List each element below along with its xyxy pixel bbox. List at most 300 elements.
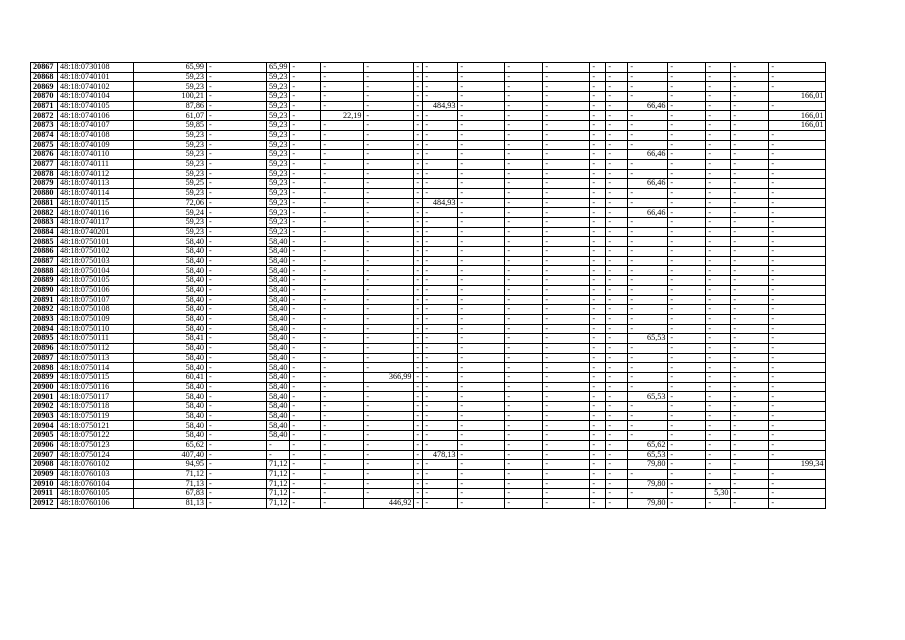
cell-v11: -: [543, 295, 590, 305]
cell-v16: -: [706, 305, 731, 315]
cell-v4: -: [290, 130, 321, 140]
cell-v14: -: [628, 121, 668, 131]
cell-v18: -: [769, 208, 826, 218]
cell-v12: -: [590, 334, 606, 344]
cell-v4: -: [290, 247, 321, 257]
cell-v1: 59,23: [134, 227, 207, 237]
cell-code: 48:18:0750109: [58, 314, 134, 324]
cell-v16: -: [706, 237, 731, 247]
cell-v8: -: [423, 295, 458, 305]
cell-v15: -: [668, 101, 706, 111]
table-row: [31, 324, 826, 334]
cell-v18: -: [769, 150, 826, 160]
cell-v3: 59,23: [267, 198, 290, 208]
cell-v8: 484,93: [423, 198, 458, 208]
cell-v18: -: [769, 227, 826, 237]
cell-v10: -: [505, 63, 543, 73]
cell-code: 48:18:0740106: [58, 111, 134, 121]
cell-v14: -: [628, 295, 668, 305]
cell-v14: -: [628, 353, 668, 363]
cell-v1: 58,40: [134, 295, 207, 305]
cell-code: 48:18:0750121: [58, 421, 134, 431]
cell-v7: -: [414, 353, 423, 363]
cell-id: 20886: [31, 247, 58, 257]
cell-code: 48:18:0760102: [58, 460, 134, 470]
cell-v2: -: [207, 218, 267, 228]
cell-v5: -: [321, 266, 364, 276]
cell-v4: -: [290, 285, 321, 295]
cell-v8: -: [423, 498, 458, 508]
cell-v4: -: [290, 140, 321, 150]
cell-v4: -: [290, 63, 321, 73]
cell-v7: -: [414, 150, 423, 160]
cell-v16: -: [706, 324, 731, 334]
cell-v12: -: [590, 431, 606, 441]
cell-v17: -: [731, 392, 769, 402]
cell-v5: -: [321, 479, 364, 489]
cell-v11: -: [543, 479, 590, 489]
cell-v10: -: [505, 256, 543, 266]
cell-v7: -: [414, 72, 423, 82]
cell-v13: -: [606, 334, 628, 344]
cell-v9: -: [458, 169, 505, 179]
table-row: [31, 218, 826, 228]
cell-v3: 71,12: [267, 479, 290, 489]
cell-v15: -: [668, 382, 706, 392]
cell-v18: -: [769, 247, 826, 257]
cell-v8: -: [423, 460, 458, 470]
cell-v18: -: [769, 450, 826, 460]
cell-v1: 59,23: [134, 218, 207, 228]
cell-v13: -: [606, 72, 628, 82]
cell-v9: -: [458, 218, 505, 228]
cell-v8: -: [423, 121, 458, 131]
cell-v6: -: [364, 479, 414, 489]
cell-v3: 71,12: [267, 498, 290, 508]
table-row: [31, 460, 826, 470]
cell-v7: -: [414, 363, 423, 373]
cell-v14: -: [628, 247, 668, 257]
cell-v10: -: [505, 169, 543, 179]
cell-v14: -: [628, 421, 668, 431]
cell-v2: -: [207, 150, 267, 160]
cell-v3: 59,23: [267, 72, 290, 82]
cell-v8: -: [423, 266, 458, 276]
cell-v11: -: [543, 373, 590, 383]
cell-id: 20908: [31, 460, 58, 470]
cell-v18: -: [769, 159, 826, 169]
cell-v11: -: [543, 489, 590, 499]
cell-v9: -: [458, 363, 505, 373]
cell-v3: 71,12: [267, 469, 290, 479]
cell-v10: -: [505, 111, 543, 121]
cell-v16: 5,30: [706, 489, 731, 499]
cell-v9: -: [458, 237, 505, 247]
cell-v6: -: [364, 305, 414, 315]
cell-v15: -: [668, 188, 706, 198]
cell-v18: -: [769, 179, 826, 189]
cell-v4: -: [290, 111, 321, 121]
cell-v1: 87,86: [134, 101, 207, 111]
cell-v14: -: [628, 469, 668, 479]
cell-v2: -: [207, 440, 267, 450]
cell-v10: -: [505, 353, 543, 363]
cell-v3: 59,23: [267, 169, 290, 179]
cell-v9: -: [458, 266, 505, 276]
cell-v15: -: [668, 450, 706, 460]
cell-v6: -: [364, 82, 414, 92]
cell-v3: 58,40: [267, 411, 290, 421]
table-row: [31, 159, 826, 169]
cell-v5: -: [321, 198, 364, 208]
cell-v8: -: [423, 421, 458, 431]
cell-v12: -: [590, 169, 606, 179]
cell-v10: -: [505, 72, 543, 82]
cell-v13: -: [606, 82, 628, 92]
cell-v10: -: [505, 140, 543, 150]
cell-v8: -: [423, 150, 458, 160]
cell-code: 48:18:0730108: [58, 63, 134, 73]
cell-id: 20904: [31, 421, 58, 431]
cell-v18: -: [769, 440, 826, 450]
cell-v17: -: [731, 498, 769, 508]
cell-v5: -: [321, 450, 364, 460]
table-row: [31, 353, 826, 363]
cell-v17: -: [731, 111, 769, 121]
cell-v14: -: [628, 227, 668, 237]
cell-v10: -: [505, 188, 543, 198]
cell-v17: -: [731, 169, 769, 179]
cell-v7: -: [414, 382, 423, 392]
cell-v5: -: [321, 63, 364, 73]
cell-id: 20895: [31, 334, 58, 344]
cell-id: 20896: [31, 343, 58, 353]
cell-v13: -: [606, 101, 628, 111]
cell-v9: -: [458, 411, 505, 421]
cell-v12: -: [590, 295, 606, 305]
cell-v8: -: [423, 411, 458, 421]
cell-v1: 59,23: [134, 82, 207, 92]
cell-v17: -: [731, 266, 769, 276]
cell-id: 20900: [31, 382, 58, 392]
cell-id: 20899: [31, 373, 58, 383]
cell-v6: -: [364, 72, 414, 82]
table-row: [31, 247, 826, 257]
table-row: [31, 92, 826, 102]
cell-v18: -: [769, 431, 826, 441]
cell-id: 20869: [31, 82, 58, 92]
cell-v8: -: [423, 92, 458, 102]
cell-v2: -: [207, 159, 267, 169]
cell-v7: -: [414, 469, 423, 479]
cell-code: 48:18:0740102: [58, 82, 134, 92]
cell-id: 20876: [31, 150, 58, 160]
cell-v17: -: [731, 237, 769, 247]
cell-v4: -: [290, 373, 321, 383]
cell-v8: -: [423, 208, 458, 218]
cell-v12: -: [590, 82, 606, 92]
cell-v11: -: [543, 63, 590, 73]
cell-v14: -: [628, 72, 668, 82]
cell-v6: -: [364, 392, 414, 402]
cell-v6: 366,99: [364, 373, 414, 383]
cell-v17: -: [731, 198, 769, 208]
cell-v12: -: [590, 285, 606, 295]
cell-v18: -: [769, 295, 826, 305]
cell-code: 48:18:0740104: [58, 92, 134, 102]
cell-v11: -: [543, 305, 590, 315]
cell-v4: -: [290, 450, 321, 460]
cell-v14: 66,46: [628, 150, 668, 160]
cell-v7: -: [414, 256, 423, 266]
cell-v17: -: [731, 411, 769, 421]
cell-v2: -: [207, 198, 267, 208]
cell-id: 20885: [31, 237, 58, 247]
cell-v9: -: [458, 276, 505, 286]
cell-v14: 65,53: [628, 334, 668, 344]
cell-v16: -: [706, 159, 731, 169]
cell-v18: -: [769, 82, 826, 92]
cell-v2: -: [207, 343, 267, 353]
cell-v18: -: [769, 188, 826, 198]
cell-v9: -: [458, 334, 505, 344]
cell-v18: -: [769, 237, 826, 247]
cell-id: 20893: [31, 314, 58, 324]
cell-v5: -: [321, 208, 364, 218]
cell-v9: -: [458, 479, 505, 489]
cell-v13: -: [606, 421, 628, 431]
cell-v6: -: [364, 63, 414, 73]
cell-v2: -: [207, 402, 267, 412]
cell-v4: -: [290, 92, 321, 102]
cell-v13: -: [606, 237, 628, 247]
cell-v16: -: [706, 334, 731, 344]
cell-v18: -: [769, 353, 826, 363]
cell-code: 48:18:0750110: [58, 324, 134, 334]
cell-id: 20867: [31, 63, 58, 73]
cell-v11: -: [543, 334, 590, 344]
cell-v8: -: [423, 72, 458, 82]
cell-v8: -: [423, 63, 458, 73]
cell-v2: -: [207, 460, 267, 470]
cell-v16: -: [706, 218, 731, 228]
cell-v3: 65,99: [267, 63, 290, 73]
cell-v11: -: [543, 169, 590, 179]
cell-v16: -: [706, 363, 731, 373]
cell-v3: 59,23: [267, 101, 290, 111]
cell-v17: -: [731, 295, 769, 305]
cell-code: 48:18:0740107: [58, 121, 134, 131]
cell-v5: -: [321, 150, 364, 160]
cell-code: 48:18:0740116: [58, 208, 134, 218]
cell-v15: -: [668, 218, 706, 228]
cell-v6: -: [364, 101, 414, 111]
cell-v9: -: [458, 489, 505, 499]
cell-id: 20897: [31, 353, 58, 363]
cell-v6: -: [364, 353, 414, 363]
cell-v7: -: [414, 121, 423, 131]
cell-v12: -: [590, 314, 606, 324]
cell-v15: -: [668, 469, 706, 479]
cell-v2: -: [207, 266, 267, 276]
cell-v9: -: [458, 159, 505, 169]
cell-code: 48:18:0750105: [58, 276, 134, 286]
cell-v6: -: [364, 247, 414, 257]
cell-v7: -: [414, 276, 423, 286]
cell-v1: 58,40: [134, 324, 207, 334]
cell-v2: -: [207, 111, 267, 121]
cell-v14: 79,80: [628, 479, 668, 489]
cell-v15: -: [668, 256, 706, 266]
cell-v16: -: [706, 208, 731, 218]
table-row: [31, 140, 826, 150]
cell-v1: 58,40: [134, 266, 207, 276]
cell-v1: 407,40: [134, 450, 207, 460]
cell-v15: -: [668, 150, 706, 160]
cell-v11: -: [543, 237, 590, 247]
cell-v5: -: [321, 363, 364, 373]
cell-id: 20894: [31, 324, 58, 334]
cell-v7: -: [414, 373, 423, 383]
cell-v5: -: [321, 440, 364, 450]
cell-v18: -: [769, 198, 826, 208]
cell-v14: -: [628, 373, 668, 383]
cell-v9: -: [458, 285, 505, 295]
cell-v3: 58,40: [267, 431, 290, 441]
cell-v3: 59,23: [267, 121, 290, 131]
cell-code: 48:18:0750106: [58, 285, 134, 295]
cell-v11: -: [543, 82, 590, 92]
cell-v5: -: [321, 295, 364, 305]
cell-v12: -: [590, 469, 606, 479]
cell-v11: -: [543, 101, 590, 111]
cell-v11: -: [543, 72, 590, 82]
table-row: [31, 227, 826, 237]
cell-v17: -: [731, 421, 769, 431]
cell-v15: -: [668, 489, 706, 499]
cell-v2: -: [207, 285, 267, 295]
cell-v12: -: [590, 198, 606, 208]
cell-v15: -: [668, 121, 706, 131]
cell-v17: -: [731, 305, 769, 315]
cell-v16: -: [706, 130, 731, 140]
cell-v1: 58,40: [134, 363, 207, 373]
cell-v10: -: [505, 324, 543, 334]
cell-v12: -: [590, 237, 606, 247]
cell-v5: -: [321, 188, 364, 198]
cell-code: 48:18:0750103: [58, 256, 134, 266]
cell-v12: -: [590, 421, 606, 431]
cell-id: 20901: [31, 392, 58, 402]
cell-v7: -: [414, 479, 423, 489]
cell-v16: -: [706, 343, 731, 353]
cell-v5: -: [321, 392, 364, 402]
cell-v6: -: [364, 489, 414, 499]
cell-id: 20890: [31, 285, 58, 295]
cell-v1: 58,40: [134, 382, 207, 392]
cell-v4: -: [290, 440, 321, 450]
cell-v10: -: [505, 247, 543, 257]
cell-v9: -: [458, 72, 505, 82]
cell-v12: -: [590, 140, 606, 150]
cell-v1: 58,40: [134, 276, 207, 286]
cell-v4: -: [290, 198, 321, 208]
cell-v1: 58,40: [134, 411, 207, 421]
cell-v3: 59,23: [267, 111, 290, 121]
cell-code: 48:18:0750113: [58, 353, 134, 363]
cell-v12: -: [590, 227, 606, 237]
cell-v9: -: [458, 305, 505, 315]
cell-v9: -: [458, 295, 505, 305]
cell-v15: -: [668, 63, 706, 73]
cell-v3: 58,40: [267, 421, 290, 431]
cell-v4: -: [290, 489, 321, 499]
cell-v10: -: [505, 237, 543, 247]
cell-v17: -: [731, 489, 769, 499]
cell-v7: -: [414, 266, 423, 276]
cell-v3: 58,40: [267, 353, 290, 363]
cell-v2: -: [207, 247, 267, 257]
cell-v6: -: [364, 324, 414, 334]
cell-v2: -: [207, 92, 267, 102]
cell-v14: 66,46: [628, 179, 668, 189]
cell-v5: -: [321, 285, 364, 295]
cell-v7: -: [414, 285, 423, 295]
cell-v17: -: [731, 450, 769, 460]
cell-v13: -: [606, 63, 628, 73]
cell-v7: -: [414, 101, 423, 111]
cell-v5: -: [321, 431, 364, 441]
cell-v8: -: [423, 314, 458, 324]
cell-v11: -: [543, 188, 590, 198]
cell-v11: -: [543, 324, 590, 334]
cell-v6: -: [364, 111, 414, 121]
cell-v5: -: [321, 256, 364, 266]
cell-v11: -: [543, 285, 590, 295]
cell-v5: -: [321, 469, 364, 479]
cell-v14: -: [628, 63, 668, 73]
cell-v4: -: [290, 479, 321, 489]
cell-v3: 58,40: [267, 285, 290, 295]
table-row: [31, 266, 826, 276]
cell-v4: -: [290, 276, 321, 286]
cell-v8: -: [423, 479, 458, 489]
table-row: [31, 208, 826, 218]
cell-v14: -: [628, 92, 668, 102]
cell-v18: -: [769, 140, 826, 150]
cell-v5: -: [321, 101, 364, 111]
cell-v11: -: [543, 440, 590, 450]
cell-v16: -: [706, 150, 731, 160]
cell-v9: -: [458, 440, 505, 450]
cell-v6: -: [364, 208, 414, 218]
cell-v3: 59,23: [267, 188, 290, 198]
cell-v12: -: [590, 440, 606, 450]
cell-v9: -: [458, 392, 505, 402]
cell-v13: -: [606, 460, 628, 470]
cell-v7: -: [414, 343, 423, 353]
cell-v13: -: [606, 353, 628, 363]
cell-v2: -: [207, 489, 267, 499]
cell-v12: -: [590, 101, 606, 111]
cell-id: 20911: [31, 489, 58, 499]
cell-v18: -: [769, 101, 826, 111]
cell-v13: -: [606, 276, 628, 286]
cell-v7: -: [414, 159, 423, 169]
cell-v6: -: [364, 295, 414, 305]
cell-v17: -: [731, 469, 769, 479]
cell-id: 20883: [31, 218, 58, 228]
